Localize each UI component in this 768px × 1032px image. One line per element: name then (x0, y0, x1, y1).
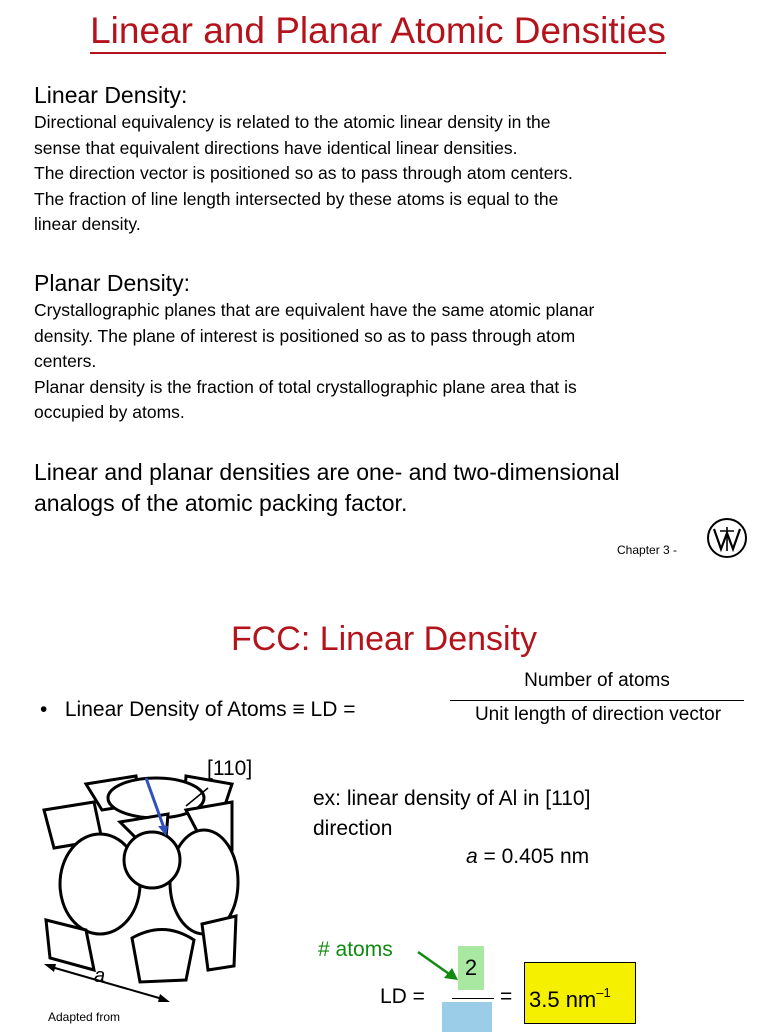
fraction-denominator: Unit length of direction vector (474, 704, 722, 725)
planar-density-heading: Planar Density: (34, 270, 190, 296)
cell-edge-label: a (94, 965, 106, 987)
linear-density-heading: Linear Density: (34, 82, 188, 108)
direction-label: [110] (207, 757, 253, 780)
chapter-label: Chapter 3 - (617, 543, 678, 557)
atoms-annotation: # atoms (318, 938, 393, 961)
fcc-unit-cell-diagram (36, 770, 246, 1010)
fraction-numerator: Number of atoms (524, 670, 670, 691)
publisher-logo-icon (706, 517, 748, 559)
ld-denominator (442, 1002, 492, 1032)
summary-text: Linear and planar densities are one- and two-dimensional analogs of the atomic packing factor. (34, 459, 620, 516)
linear-density-text: Directional equivalency is related to the atomic linear density in the sense that equivalent directions have identical linear densities. The direction vector is positioned so as to pass through atom centers. The fraction of line length intersected by these atoms is equal to the linear density. (34, 112, 573, 235)
fraction-bar (450, 700, 744, 701)
example-text: ex: linear density of Al in [110] direction (313, 787, 591, 840)
slide2-title: FCC: Linear Density (230, 620, 538, 658)
ld-definition: • Linear Density of Atoms ≡ LD = (40, 698, 356, 721)
ld-label: LD = (380, 985, 425, 1008)
ld-result: 3.5 $nm^{-1}$ (524, 962, 636, 1024)
planar-density-text: Crystallographic planes that are equivalent have the same atomic planar density. The plane of interest is positioned so as to pass through atom centers. Planar density is the fraction of total crystallographic plane area that is occupied by atoms. (34, 300, 595, 423)
ld-numerator: 2 (458, 946, 484, 990)
lattice-parameter: a = 0.405 nm (466, 845, 590, 868)
slide1-title: Linear and Planar Atomic Densities (0, 8, 756, 54)
equals-sign: = (500, 985, 513, 1008)
adapted-from-note: Adapted from (48, 1010, 121, 1024)
ld-fraction-bar (452, 998, 494, 999)
atoms-arrow-icon (414, 948, 462, 984)
